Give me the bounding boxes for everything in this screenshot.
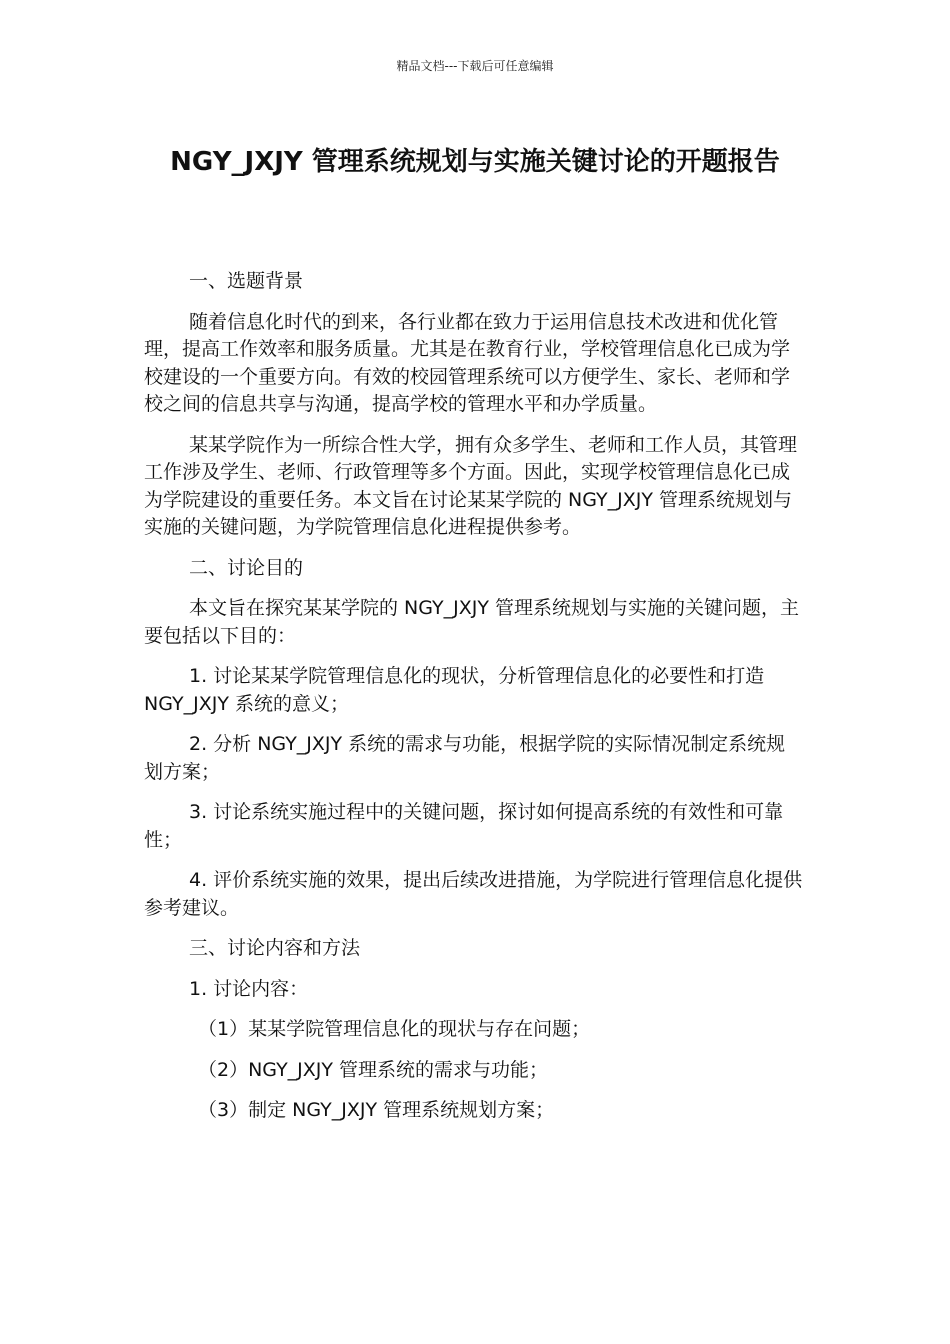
content-item-1: （1）某某学院管理信息化的现状与存在问题； (198, 1018, 591, 1040)
paragraph-purpose-intro: 本文旨在探究某某学院的 NGY_JXJY 管理系统规划与实施的关键问题，主要包括以下目的： (144, 597, 800, 647)
content-item-2: （2）NGY_JXJY 管理系统的需求与功能； (198, 1058, 549, 1081)
section-heading-content-method: 三、讨论内容和方法 (189, 937, 361, 959)
paragraph-background-1: 随着信息化时代的到来，各行业都在致力于运用信息技术改进和优化管理，提高工作效率和服务质量。尤其是在教育行业，学校管理信息化已成为学校建设的一个重要方向。有效的校园管理系统可以方便学生、家长、老师和学校之间的信息共享与沟通，提高学校的管理水平和办学质量。 (144, 310, 791, 415)
document-title: NGY_JXJY 管理系统规划与实施关键讨论的开题报告 (170, 147, 780, 177)
purpose-item-4: 4. 评价系统实施的效果，提出后续改进措施，为学院进行管理信息化提供参考建议。 (144, 869, 803, 919)
purpose-item-1: 1. 讨论某某学院管理信息化的现状，分析管理信息化的必要性和打造 NGY_JXJY 系统的意义； (144, 665, 765, 715)
section-heading-purpose: 二、讨论目的 (189, 556, 304, 579)
purpose-item-2: 2. 分析 NGY_JXJY 系统的需求与功能，根据学院的实际情况制定系统规划方案； (144, 733, 786, 783)
document-body (144, 268, 804, 1138)
content-item-3: （3）制定 NGY_JXJY 管理系统规划方案； (198, 1099, 555, 1121)
page-header-note: 精品文档---下载后可任意编辑 (396, 59, 554, 73)
paragraph-background-2: 某某学院作为一所综合性大学，拥有众多学生、老师和工作人员，其管理工作涉及学生、老师、行政管理等多个方面。因此，实现学校管理信息化已成为学院建设的重要任务。本文旨在讨论某某学院的 NGY_JXJY 管理系统规划与实施的关键问题，为学院管理信息化进程提供参考。 (144, 433, 798, 538)
section-heading-background: 一、选题背景 (189, 270, 304, 292)
purpose-item-3: 3. 讨论系统实施过程中的关键问题，探讨如何提高系统的有效性和可靠性； (144, 801, 784, 851)
subheading-content: 1. 讨论内容： (189, 977, 309, 1000)
